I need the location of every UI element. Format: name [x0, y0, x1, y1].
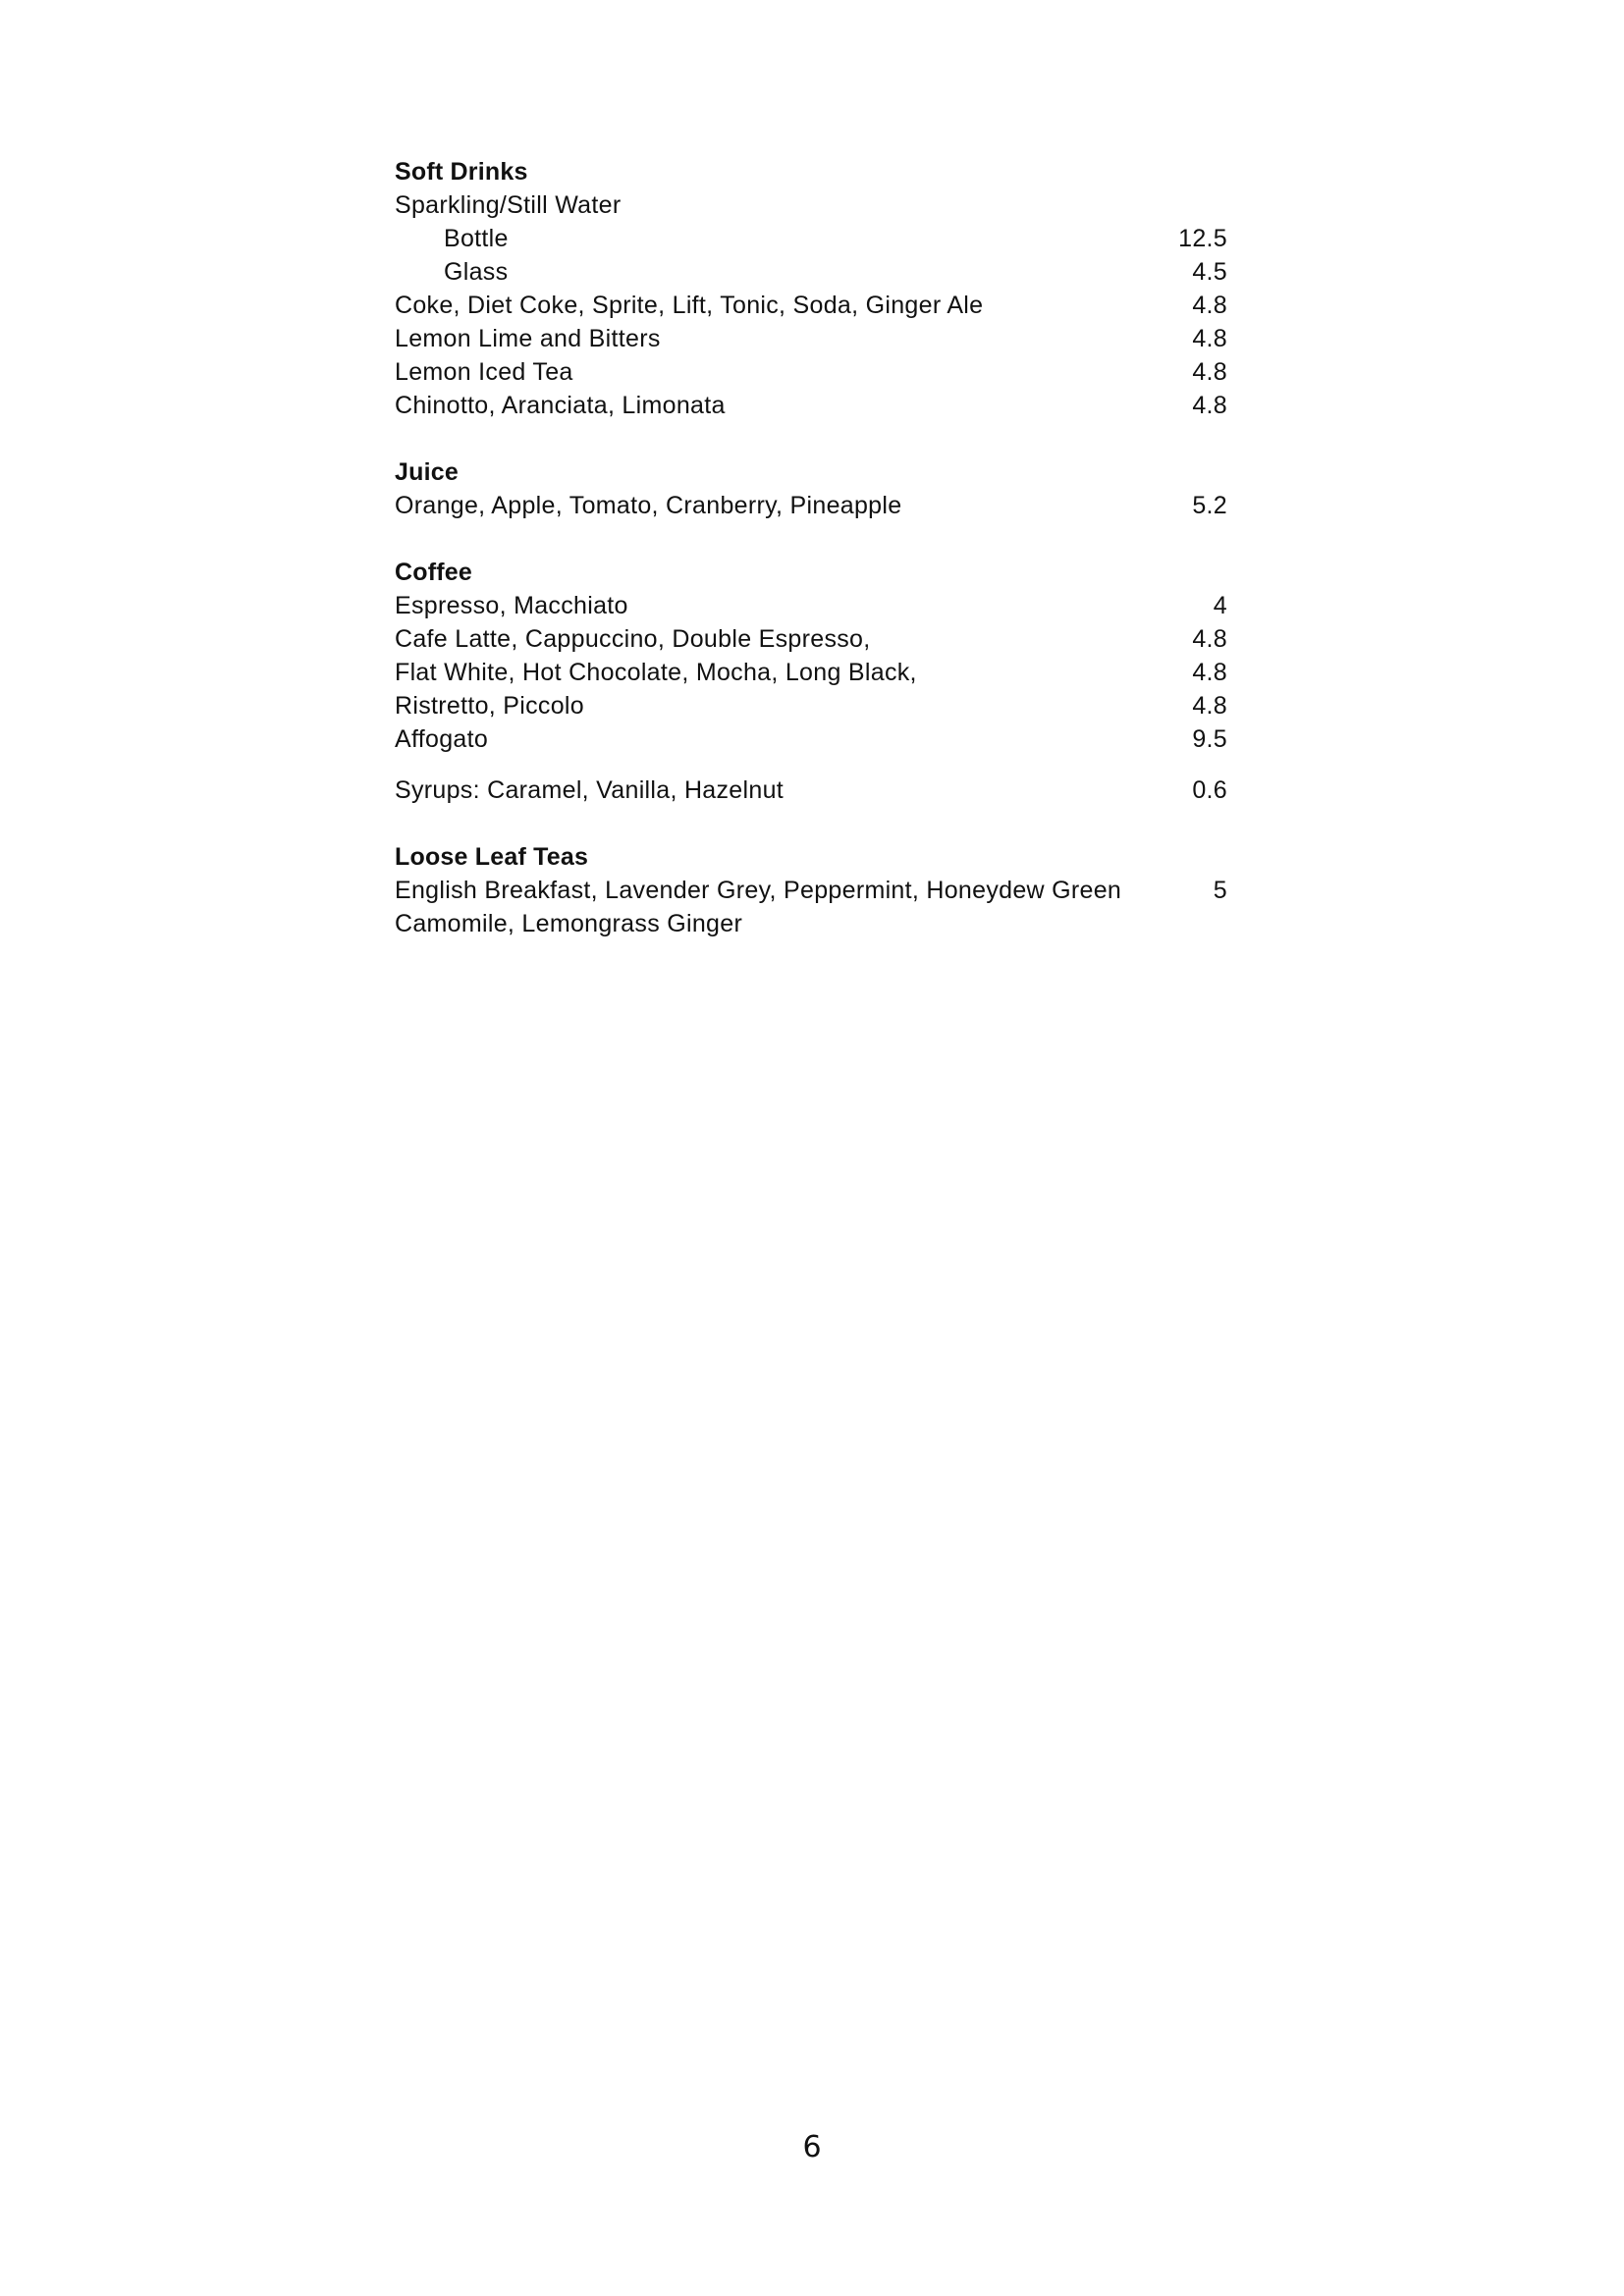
- item-price: 4.8: [1192, 625, 1227, 653]
- menu-item-syrups: [395, 774, 1227, 807]
- drinks-menu: [395, 155, 1227, 974]
- item-name: Sparkling/Still Water: [395, 191, 622, 219]
- item-name: Orange, Apple, Tomato, Cranberry, Pineapple: [395, 492, 902, 519]
- item-price: 5: [1213, 877, 1227, 904]
- item-name: Affogato: [395, 725, 489, 753]
- item-price: 4: [1213, 592, 1227, 619]
- menu-item: [395, 389, 1227, 422]
- item-price: 5.2: [1192, 492, 1227, 519]
- item-name: Bottle: [444, 225, 509, 252]
- item-name: Cafe Latte, Cappuccino, Double Espresso,: [395, 625, 871, 653]
- menu-item: [395, 589, 1227, 622]
- menu-item: [395, 222, 1227, 255]
- item-name: Flat White, Hot Chocolate, Mocha, Long Black,: [395, 659, 917, 686]
- menu-item: [395, 289, 1227, 322]
- section-title: Juice: [395, 458, 459, 486]
- menu-item: [395, 255, 1227, 289]
- item-name: Syrups: Caramel, Vanilla, Hazelnut: [395, 776, 785, 804]
- section-title: Loose Leaf Teas: [395, 843, 589, 871]
- page-number: 6: [802, 2130, 822, 2164]
- menu-item: [395, 689, 1227, 722]
- item-name: Coke, Diet Coke, Sprite, Lift, Tonic, Soda, Ginger Ale: [395, 292, 984, 319]
- item-price: 12.5: [1178, 225, 1227, 252]
- item-price: 4.8: [1192, 392, 1227, 419]
- item-name: Camomile, Lemongrass Ginger: [395, 910, 743, 937]
- item-price: 0.6: [1192, 776, 1227, 804]
- item-price: 9.5: [1192, 725, 1227, 753]
- item-name: Lemon Lime and Bitters: [395, 325, 661, 352]
- menu-item: [395, 907, 1227, 940]
- item-name: English Breakfast, Lavender Grey, Peppermint, Honeydew Green: [395, 877, 1122, 904]
- item-price: 4.8: [1192, 659, 1227, 686]
- item-name: Glass: [444, 258, 509, 286]
- menu-item: [395, 188, 1227, 222]
- item-price: 4.5: [1192, 258, 1227, 286]
- section-loose-leaf-teas: [395, 840, 1227, 940]
- section-soft-drinks: [395, 155, 1227, 422]
- section-title: Soft Drinks: [395, 158, 528, 186]
- item-price: 4.8: [1192, 292, 1227, 319]
- item-name: Lemon Iced Tea: [395, 358, 573, 386]
- section-juice: [395, 455, 1227, 522]
- item-price: 4.8: [1192, 692, 1227, 720]
- menu-item: [395, 622, 1227, 656]
- section-coffee: [395, 556, 1227, 807]
- menu-item: [395, 722, 1227, 756]
- menu-item: [395, 355, 1227, 389]
- section-title: Coffee: [395, 559, 472, 586]
- item-name: Ristretto, Piccolo: [395, 692, 584, 720]
- menu-item: [395, 322, 1227, 355]
- menu-item: [395, 489, 1227, 522]
- item-name: Chinotto, Aranciata, Limonata: [395, 392, 726, 419]
- item-price: 4.8: [1192, 325, 1227, 352]
- item-name: Espresso, Macchiato: [395, 592, 628, 619]
- menu-item: [395, 874, 1227, 907]
- menu-item: [395, 656, 1227, 689]
- item-price: 4.8: [1192, 358, 1227, 386]
